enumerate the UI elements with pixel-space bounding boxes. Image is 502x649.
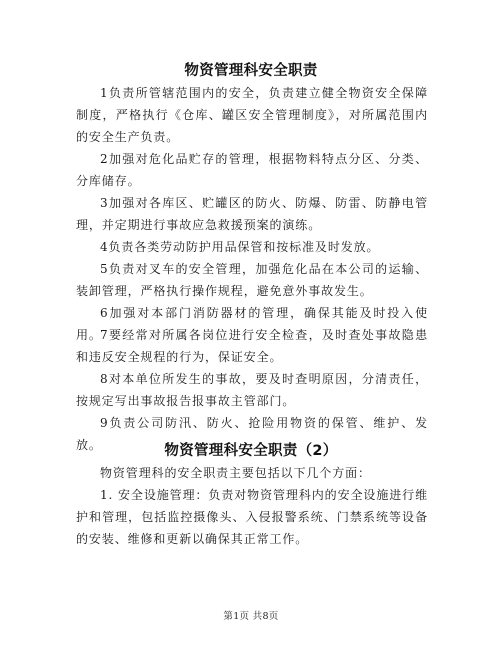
document-title: 物资管理科安全职责 [184, 63, 318, 79]
paragraph: 1负责所管辖范围内的安全，负责建立健全物资安全保障制度，严格执行《仓库、罐区安全管理制度》，对所属范围内的安全生产负责。 [76, 86, 428, 144]
paragraph: 8对本单位所发生的事故，要及时查明原因，分清责任，按规定写出事故报告报事故主管部门。 [76, 372, 428, 408]
page-footer: 第1页 共8页 [223, 611, 279, 622]
paragraph: 3加强对各库区、贮罐区的防火、防爆、防雷、防静电管理，并定期进行事故应急救援预案的演练。 [76, 196, 428, 232]
paragraph: 2加强对危化品贮存的管理，根据物料特点分区、分类、分库储存。 [76, 152, 428, 188]
paragraph: 6加强对本部门消防器材的管理，确保其能及时投入使用。 [76, 306, 428, 342]
paragraph: 7要经常对所属各岗位进行安全检查，及时查处事故隐患和违反安全规程的行为，保证安全。 [76, 328, 428, 364]
paragraph: 5负责对叉车的安全管理，加强危化品在本公司的运输、装卸管理，严格执行操作规程，避免意外事故发生。 [76, 262, 428, 298]
paragraph: 物资管理科的安全职责主要包括以下几个方面： [100, 466, 371, 480]
paragraph: 9负责公司防汛、防火、抢险用物资的保管、维护、发放。 [76, 416, 428, 452]
paragraph: 1. 安全设施管理：负责对物资管理科内的安全设施进行维护和管理，包括监控摄像头、入侵报警系统、门禁系统等设备的安装、维修和更新以确保其正常工作。 [76, 488, 428, 546]
section-title: 物资管理科安全职责（2） [164, 443, 338, 459]
paragraph: 4负责各类劳动防护用品保管和按标准及时发放。 [100, 240, 380, 254]
